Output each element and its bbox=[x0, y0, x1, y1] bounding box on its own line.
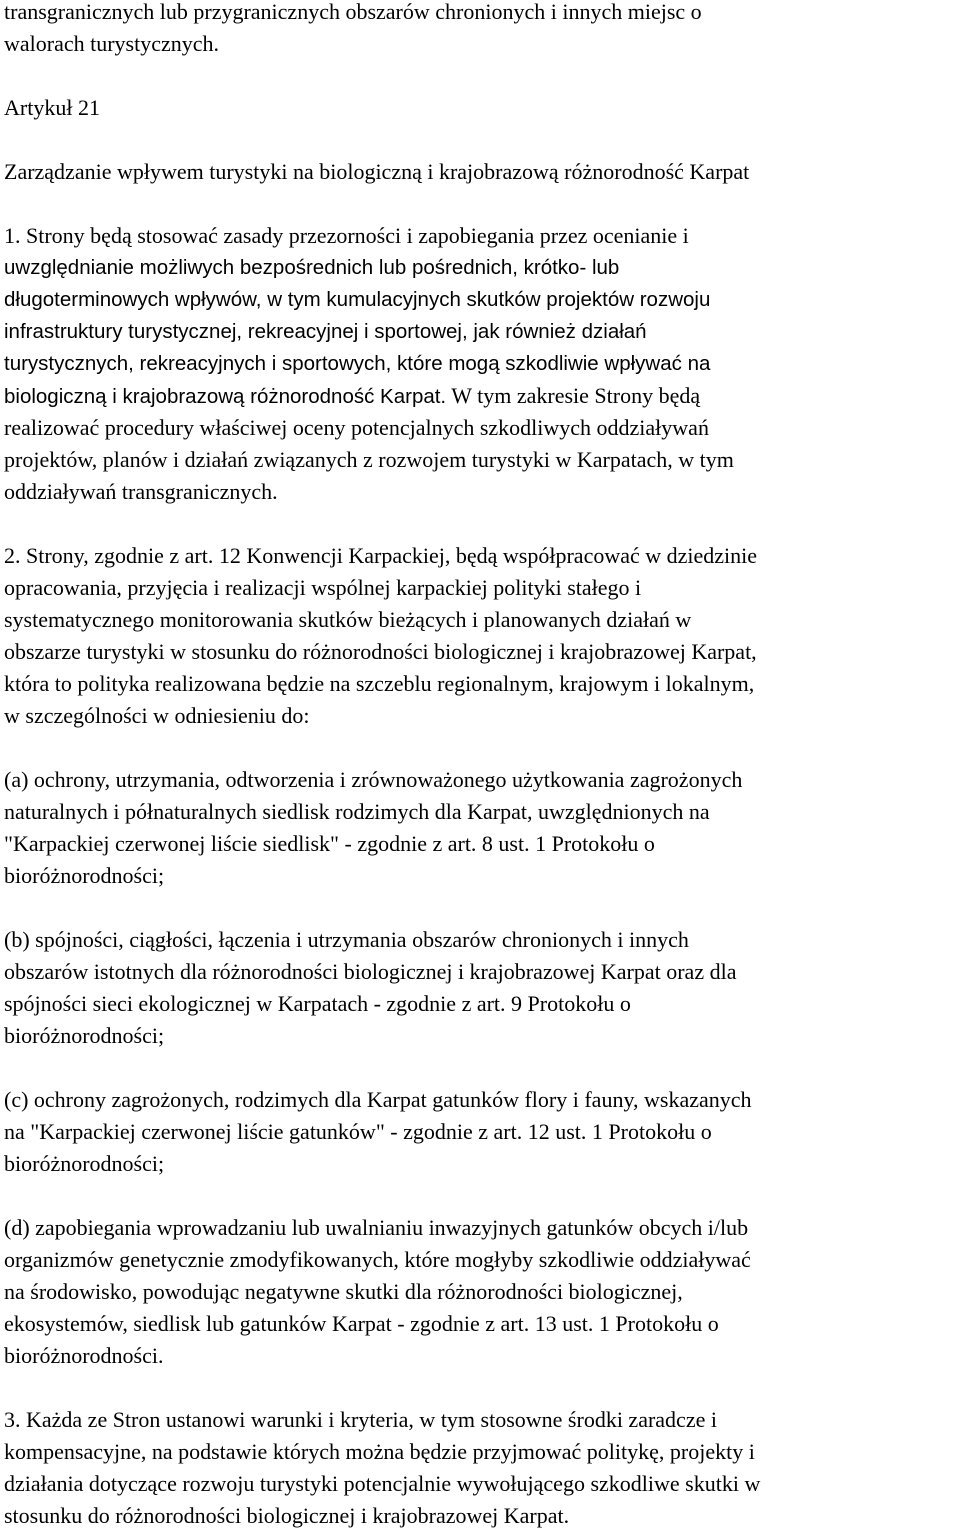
list-item-a-line: naturalnych i półnaturalnych siedlisk rodzimych dla Karpat, uwzględnionych na bbox=[4, 799, 710, 824]
list-item-b-line: spójności sieci ekologicznej w Karpatach - zgodnie z art. 9 Protokołu o bbox=[4, 991, 631, 1016]
paragraph-1-line: infrastruktury turystycznej, rekreacyjnej i sportowej, jak również działań bbox=[4, 320, 647, 343]
paragraph-3-line: stosunku do różnorodności biologicznej i krajobrazowej Karpat. bbox=[4, 1503, 570, 1528]
paragraph-3-line: 3. Każda ze Stron ustanowi warunki i kryteria, w tym stosowne środki zaradcze i bbox=[4, 1407, 717, 1432]
paragraph-1-sans-fragment: biologiczną i krajobrazową różnorodność Karpat. bbox=[4, 385, 447, 408]
paragraph-1-line: długoterminowych wpływów, w tym kumulacyjnych skutków projektów rozwoju bbox=[4, 288, 711, 311]
list-item-d-line: ekosystemów, siedlisk lub gatunków Karpat - zgodnie z art. 13 ust. 1 Protokołu o bbox=[4, 1311, 719, 1336]
paragraph-1-line: uwzględnianie możliwych bezpośrednich lub pośrednich, krótko- lub bbox=[4, 256, 620, 279]
list-item-b-line: obszarów istotnych dla różnorodności biologicznej i krajobrazowej Karpat oraz dla bbox=[4, 959, 737, 984]
article-heading: Artykuł 21 bbox=[4, 95, 100, 120]
intro-line: transgranicznych lub przygranicznych obszarów chronionych i innych miejsc o bbox=[4, 0, 702, 24]
paragraph-1-line: projektów, planów i działań związanych z rozwojem turystyki w Karpatach, w tym bbox=[4, 447, 734, 472]
paragraph-2-line: obszarze turystyki w stosunku do różnorodności biologicznej i krajobrazowej Karpat, bbox=[4, 639, 757, 664]
paragraph-2-line: systematycznego monitorowania skutków bieżących i planowanych działań w bbox=[4, 607, 692, 632]
paragraph-2-line: opracowania, przyjęcia i realizacji wspólnej karpackiej polityki stałego i bbox=[4, 575, 642, 600]
paragraph-3-line: działania dotyczące rozwoju turystyki potencjalnie wywołującego szkodliwe skutki w bbox=[4, 1471, 761, 1496]
list-item-b-line: (b) spójności, ciągłości, łączenia i utrzymania obszarów chronionych i innych bbox=[4, 927, 689, 952]
paragraph-1-serif-fragment: W tym zakresie Strony będą bbox=[446, 383, 701, 408]
list-item-d-line: bioróżnorodności. bbox=[4, 1343, 164, 1368]
list-item-d-line: (d) zapobiegania wprowadzaniu lub uwalnianiu inwazyjnych gatunków obcych i/lub bbox=[4, 1215, 749, 1240]
paragraph-2-line: która to polityka realizowana będzie na szczeblu regionalnym, krajowym i lokalnym, bbox=[4, 671, 755, 696]
list-item-a-line: "Karpackiej czerwonej liście siedlisk" - zgodnie z art. 8 ust. 1 Protokołu o bbox=[4, 831, 655, 856]
list-item-d-line: organizmów genetycznie zmodyfikowanych, które mogłyby szkodliwie oddziaływać bbox=[4, 1247, 751, 1272]
list-item-d-line: na środowisko, powodując negatywne skutki dla różnorodności biologicznej, bbox=[4, 1279, 683, 1304]
list-item-b-line: bioróżnorodności; bbox=[4, 1023, 165, 1048]
list-item-c-line: bioróżnorodności; bbox=[4, 1151, 165, 1176]
article-title: Zarządzanie wpływem turystyki na biologiczną i krajobrazową różnorodność Karpat bbox=[4, 159, 750, 184]
paragraph-1-mixed-line bbox=[4, 380, 700, 413]
list-item-c-line: na "Karpackiej czerwonej liście gatunków" - zgodnie z art. 12 ust. 1 Protokołu o bbox=[4, 1119, 712, 1144]
list-item-a-line: bioróżnorodności; bbox=[4, 863, 165, 888]
paragraph-1-line: oddziaływań transgranicznych. bbox=[4, 479, 278, 504]
paragraph-1-line: 1. Strony będą stosować zasady przezorności i zapobiegania przez ocenianie i bbox=[4, 223, 689, 248]
paragraph-2-line: 2. Strony, zgodnie z art. 12 Konwencji Karpackiej, będą współpracować w dziedzinie bbox=[4, 543, 758, 568]
list-item-a-line: (a) ochrony, utrzymania, odtworzenia i zrównoważonego użytkowania zagrożonych bbox=[4, 767, 743, 792]
paragraph-1-line: realizować procedury właściwej oceny potencjalnych szkodliwych oddziaływań bbox=[4, 415, 709, 440]
paragraph-2-line: w szczególności w odniesieniu do: bbox=[4, 703, 310, 728]
intro-line: walorach turystycznych. bbox=[4, 31, 220, 56]
list-item-c-line: (c) ochrony zagrożonych, rodzimych dla Karpat gatunków flory i fauny, wskazanych bbox=[4, 1087, 752, 1112]
paragraph-3-line: kompensacyjne, na podstawie których można będzie przyjmować politykę, projekty i bbox=[4, 1439, 755, 1464]
paragraph-1-line: turystycznych, rekreacyjnych i sportowych, które mogą szkodliwie wpływać na bbox=[4, 352, 711, 375]
